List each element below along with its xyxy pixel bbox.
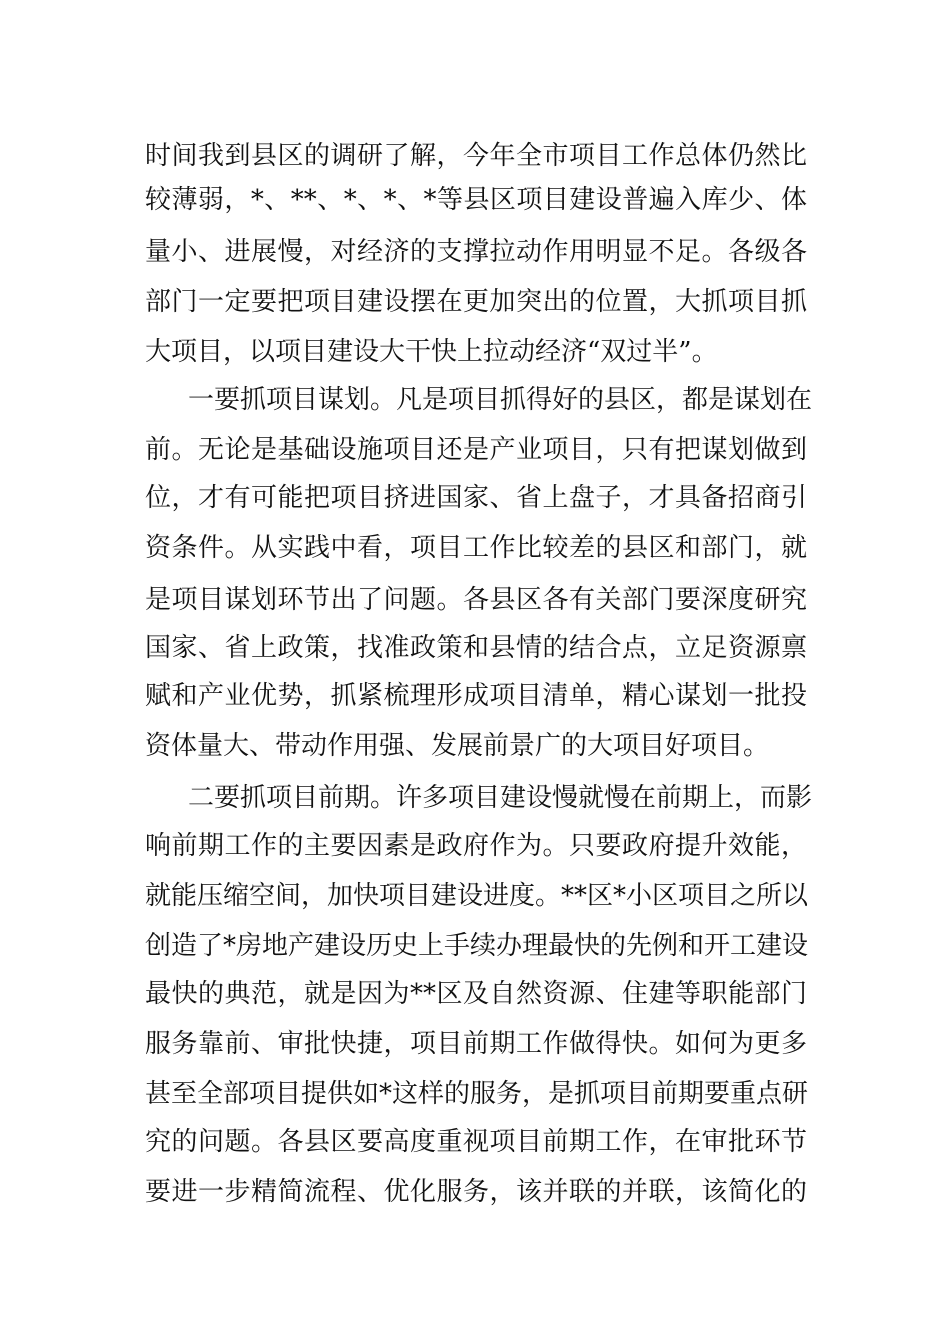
- text-line-8: 位，才有可能把项目挤进国家、省上盘子，才具备招商引: [145, 483, 807, 513]
- text-line-12: 赋和产业优势，抓紧梳理形成项目清单，精心谋划一批投: [145, 681, 807, 711]
- text-line-9: 资条件。从实践中看，项目工作比较差的县区和部门，就: [145, 533, 807, 563]
- text-line-15: 响前期工作的主要因素是政府作为。只要政府提升效能，: [145, 831, 807, 861]
- text-line-5: 大项目，以项目建设大干快上拉动经济“双过半”。: [145, 337, 718, 367]
- text-line-16: 就能压缩空间，加快项目建设进度。**区*小区项目之所以: [145, 881, 809, 911]
- text-line-22: 要进一步精简流程、优化服务，该并联的并联，该简化的: [145, 1177, 807, 1207]
- text-line-19: 服务靠前、审批快捷，项目前期工作做得快。如何为更多: [145, 1029, 807, 1059]
- text-line-2: 较薄弱，*、**、*、*、*等县区项目建设普遍入库少、体: [145, 185, 807, 215]
- text-line-1: 时间我到县区的调研了解，今年全市项目工作总体仍然比: [145, 141, 807, 171]
- text-line-7: 前。无论是基础设施项目还是产业项目，只有把谋划做到: [145, 435, 807, 465]
- text-line-3: 量小、进展慢，对经济的支撑拉动作用明显不足。各级各: [145, 237, 807, 267]
- text-line-21: 究的问题。各县区要高度重视项目前期工作，在审批环节: [145, 1127, 807, 1157]
- text-line-20: 甚至全部项目提供如*这样的服务，是抓项目前期要重点研: [145, 1079, 809, 1109]
- text-line-10: 是项目谋划环节出了问题。各县区各有关部门要深度研究: [145, 585, 807, 615]
- text-line-14: 二要抓项目前期。许多项目建设慢就慢在前期上，而影: [188, 783, 813, 813]
- text-line-6: 一要抓项目谋划。凡是项目抓得好的县区，都是谋划在: [188, 385, 813, 415]
- text-line-11: 国家、省上政策，找准政策和县情的结合点，立足资源禀: [145, 633, 807, 663]
- text-line-13: 资体量大、带动作用强、发展前景广的大项目好项目。: [145, 731, 770, 761]
- text-line-4: 部门一定要把项目建设摆在更加突出的位置，大抓项目抓: [145, 287, 807, 317]
- text-line-18: 最快的典范，就是因为**区及自然资源、住建等职能部门: [145, 979, 807, 1009]
- text-line-17: 创造了*房地产建设历史上手续办理最快的先例和开工建设: [145, 931, 809, 961]
